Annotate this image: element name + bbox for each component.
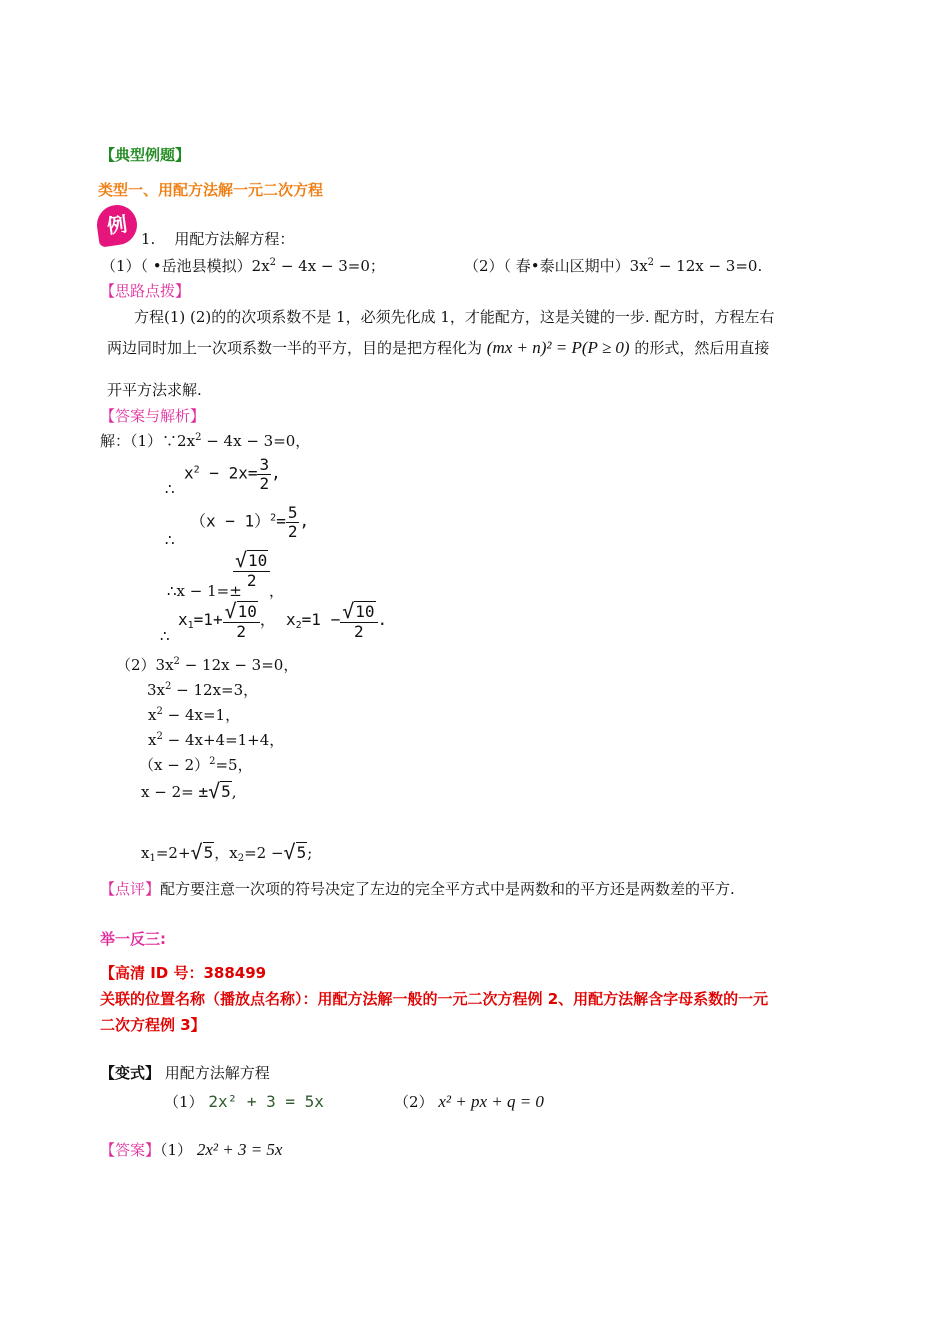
step-3-numerator (233, 549, 270, 572)
variant-part-2 (394, 1092, 544, 1112)
variant-label: 【变式】 (100, 1064, 161, 1082)
root-2-radicand: 10 (355, 602, 375, 621)
sqrt-icon: √5 (190, 840, 214, 864)
example-badge: 例 (94, 202, 139, 247)
part-2-line-5: x − 2= ±√5, (141, 779, 237, 803)
step-1-equation: $x^2 - 2x=$ $\frac{3}{2}$ , (184, 455, 281, 493)
part-2-line-5-a: x − 2= (141, 783, 194, 801)
part-2-header: $(2)3x^2 - 12x - 3=0$， (116, 656, 299, 674)
hd-assoc-line-2: 二次方程例 3】 (100, 1016, 206, 1034)
problem-part-2-rest: − 12x − 3=0. (654, 257, 763, 275)
part-2-line-1-b: − 12x=3， (171, 681, 259, 699)
plus-minus-sign: ± (198, 782, 209, 801)
root-2-denominator: 2 (354, 622, 364, 641)
part-2-head: （2）3x (116, 656, 174, 674)
problem-text: 用配方法解方程： (174, 230, 295, 248)
sqrt-10-radicand: 10 (248, 551, 268, 570)
variant-answer-part-1-label: （1） (160, 1141, 193, 1159)
part-2-line-2: $x^2 - 4x=1$， (148, 706, 241, 724)
step-3-fraction (233, 549, 270, 590)
step-2-denominator: 2 (287, 521, 298, 541)
variant-line (100, 1064, 270, 1082)
hd-assoc-line-1: 关联的位置名称（播放点名称）：用配方法解一般的一元二次方程例 2、用配方法解含字母系数的一元 (100, 990, 769, 1008)
variant-answer-line (100, 1140, 282, 1160)
problem-part-1-rest: − 4x − 3=0； (276, 257, 385, 275)
step-1-fraction (257, 456, 271, 492)
sqrt-icon: √10 (235, 548, 268, 572)
part-2-root-2-radicand: 5 (296, 843, 307, 862)
step-1-lhs: x (184, 463, 194, 483)
practice-title: 举一反三: (100, 930, 166, 948)
solution-intro-text: 解：（1）∵2x (100, 432, 196, 450)
variant-answer-label: 【答案】 (100, 1141, 161, 1159)
root-1-var: x (178, 609, 188, 629)
root-1-fraction (223, 600, 260, 641)
part-2-line-4: $(x - 2)^2=5$， (139, 756, 253, 774)
comment-label: 【点评】 (100, 880, 161, 898)
problem-number: 1. (141, 230, 156, 248)
solution-intro-rest: − 4x − 3=0， (201, 432, 311, 450)
solution-intro: 解：$(1)\because 2x^2 - 4x - 3=0$， (100, 432, 311, 450)
step-3-comma: ， (269, 582, 285, 600)
part-2-root-1-eq: =2+ (155, 844, 191, 862)
sqrt-icon: √10 (224, 599, 257, 623)
variant-part-1-label: （1） (164, 1093, 204, 1111)
comment-text: 配方要注意一次项的符号决定了左边的完全平方式中是两数和的平方还是两数差的平方. (160, 880, 735, 898)
hint-formula: (mx + n)² = P(P ≥ 0) (486, 338, 630, 357)
section-heading-typical-examples: 【典型例题】 (100, 146, 191, 164)
part-2-line-3: $x^2 - 4x+4=1+4$， (148, 731, 285, 749)
sqrt-icon: √5 (208, 779, 231, 803)
hint-line-3: 开平方法求解. (107, 381, 202, 399)
part-2-line-3-a: x (148, 731, 157, 749)
part-2-roots: $x_1=2+√5$，$x_2=2 -√5$; (141, 840, 313, 864)
part-2-line-4-a: （x − 2） (139, 756, 210, 774)
root-2-var: x (286, 609, 296, 629)
problem-part-1: （1）（ •岳池县模拟）$2x^2 - 4x - 3=0$； (101, 257, 385, 275)
hint-line-2-b: 的形式，然后用直接 (634, 339, 770, 357)
root-1-denominator: 2 (236, 622, 247, 641)
part-2-line-1: $3x^2 - 12x=3$， (147, 681, 259, 699)
hd-id-line: 【高清 ID 号：388499 (100, 964, 267, 982)
problem-statement (141, 230, 294, 248)
hint-line-2 (107, 338, 769, 358)
variant-part-2-label: （2） (394, 1093, 434, 1111)
problem-part-2: （2）（ 春•泰山区期中）$3x^2 - 12x - 3=0$. (464, 257, 763, 275)
variant-part-1 (164, 1092, 324, 1111)
step-3-lhs: ∴x − 1=± (167, 582, 242, 600)
roots-equation-1: $x_1=1+$ $\frac{√10}{2}$ ， (178, 599, 276, 641)
variant-text: 用配方法解方程 (164, 1064, 270, 1082)
part-2-head-rest: − 12x − 3=0， (179, 656, 299, 674)
part-2-line-2-b: − 4x=1， (162, 706, 241, 724)
answer-label: 【答案与解析】 (100, 407, 206, 425)
root-1-numerator (223, 600, 260, 623)
variant-answer-part-1-equation: 2x² + 3 = 5x (196, 1140, 283, 1159)
therefore-symbol-2: ∴ (165, 531, 175, 549)
sqrt-5-radicand: 5 (221, 782, 231, 801)
part-2-line-1-a: 3x (147, 681, 166, 699)
step-1-numerator: 3 (259, 455, 270, 474)
hint-label: 【思路点拨】 (100, 282, 191, 300)
problem-part-1-label: （1）（ •岳池县模拟）2x (101, 257, 270, 275)
step-2-numerator: 5 (287, 503, 298, 522)
problem-part-2-label: （2）（ 春•泰山区期中）3x (464, 257, 648, 275)
variant-part-2-equation: x² + px + q = 0 (438, 1092, 544, 1111)
root-2-numerator (340, 600, 377, 623)
part-2-root-2-var: ，x (214, 844, 238, 862)
hint-line-1: 方程(1) (2)的的次项系数不是 1，必须先化成 1，才能配方，这是关键的一步. 配方时，方程左右 (134, 308, 775, 326)
step-2-lhs: （x − 1） (190, 511, 271, 531)
comment-line (100, 880, 735, 898)
hint-line-2-a: 两边同时加上一次项系数一半的平方，目的是把方程化为 (107, 339, 483, 357)
step-3-denominator: 2 (246, 571, 257, 590)
part-2-root-2-eq: =2 − (244, 844, 284, 862)
step-3-frac (233, 549, 270, 590)
step-2-eq: = (276, 511, 286, 531)
step-2-equation: $(x - 1)^2=$ $\frac{5}{2}$ , (190, 503, 310, 541)
root-2-eq: =1 − (301, 609, 341, 629)
sqrt-icon: √10 (342, 599, 375, 623)
therefore-symbol-3: ∴ (160, 627, 170, 645)
root-1-radicand: 10 (237, 602, 257, 621)
part-2-line-3-b: − 4x+4=1+4， (162, 731, 285, 749)
step-1-mid: − 2x= (199, 463, 258, 483)
part-2-root-1-var: x (141, 844, 150, 862)
root-1-eq: =1+ (193, 609, 223, 629)
type-one-title: 类型一、用配方法解一元二次方程 (98, 181, 324, 199)
therefore-symbol-1: ∴ (165, 480, 175, 498)
step-1-denominator: 2 (259, 473, 270, 493)
step-2-fraction (286, 504, 300, 540)
part-2-line-2-a: x (148, 706, 157, 724)
part-2-line-4-b: =5， (215, 756, 253, 774)
variant-part-1-equation: 2x² + 3 = 5x (208, 1092, 324, 1111)
roots-equation-2: $x_2=1$ − $\frac{√10}{2}$ . (286, 599, 388, 641)
part-2-root-1-radicand: 5 (203, 843, 214, 862)
root-2-fraction (340, 600, 377, 641)
sqrt-icon: √5 (283, 840, 307, 864)
